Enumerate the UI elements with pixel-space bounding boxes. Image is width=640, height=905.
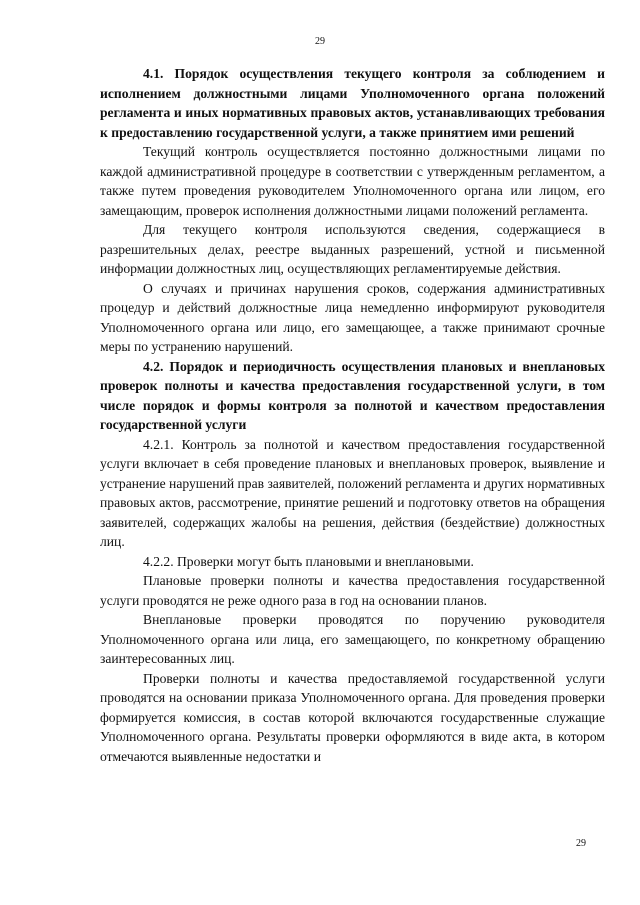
document-body — [100, 64, 605, 766]
paragraph: Для текущего контроля используются сведения, содержащиеся в разрешительных делах, реестре выданных разрешений, устной и письменной информации должностных лиц, осуществляющих регламентируемые действия. — [100, 222, 605, 276]
paragraph: Проверки полноты и качества предоставляемой государственной услуги проводятся на основании приказа Уполномоченного органа. Для проведения проверки формируется комиссия, в состав которой включаются государственные служащие Уполномоченного органа. Результаты проверки оформляются в виде акта, в котором отмечаются выявленные недостатки и — [100, 670, 605, 764]
paragraph: Внеплановые проверки проводятся по поручению руководителя Уполномоченного органа или лица, его замещающего, по конкретному обращению заинтересованных лиц. — [100, 612, 605, 666]
section-heading-4-2: 4.2. Порядок и периодичность осуществления плановых и внеплановых проверок полноты и качества предоставления государственной услуги, в том числе порядок и формы контроля за полнотой и качеством предоставления государственной услуги — [100, 358, 605, 432]
section-heading-4-1: 4.1. Порядок осуществления текущего контроля за соблюдением и исполнением должностными лицами Уполномоченного органа положений регламента и иных нормативных правовых актов, устанавливающих требования к предоставлению государственной услуги, а также принятием ими решений — [100, 66, 605, 140]
page-number-top: 29 — [315, 36, 325, 47]
paragraph: 4.2.2. Проверки могут быть плановыми и внеплановыми. — [143, 553, 474, 569]
page-number-bottom: 29 — [576, 838, 586, 849]
paragraph: Плановые проверки полноты и качества предоставления государственной услуги проводятся не реже одного раза в год на основании планов. — [100, 573, 605, 608]
paragraph: Текущий контроль осуществляется постоянно должностными лицами по каждой административной процедуре в соответствии с утвержденным регламентом, а также путем проведения руководителем Уполномоченного органа или лицом, его замещающим, проверок исполнения должностными лицами положений регламента. — [100, 144, 605, 218]
paragraph: 4.2.1. Контроль за полнотой и качеством предоставления государственной услуги включает в себя проведение плановых и внеплановых проверок, выявление и устранение нарушений прав заявителей, положений регламента и других нормативных правовых актов, рассмотрение, принятие решений и подготовку ответов на обращения заявителей, содержащих жалобы на решения, действия (бездействие) должностных лиц. — [100, 436, 605, 549]
paragraph: О случаях и причинах нарушения сроков, содержания административных процедур и действий должностные лица немедленно информируют руководителя Уполномоченного органа или лицо, его замещающее, а также принимают срочные меры по устранению нарушений. — [100, 280, 605, 354]
